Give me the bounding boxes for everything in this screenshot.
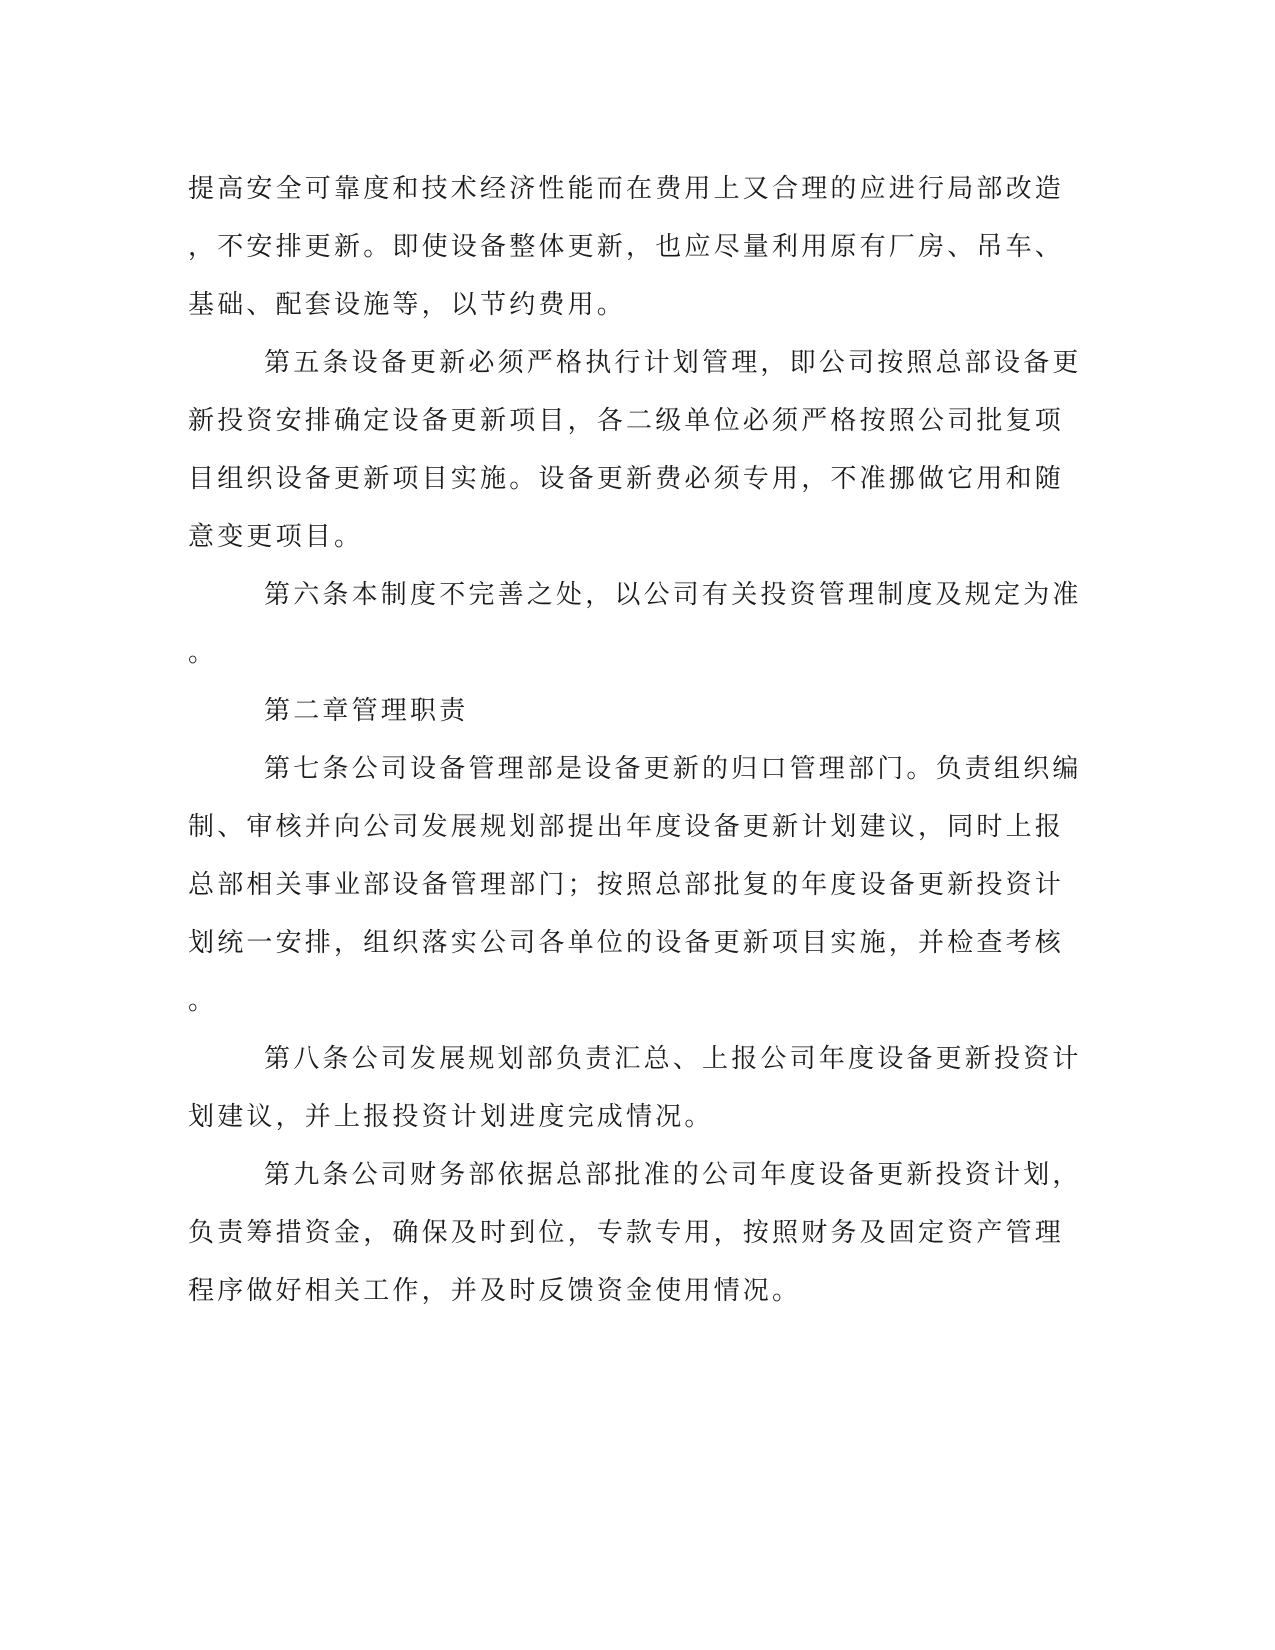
text-line: 意变更项目。 (188, 522, 364, 552)
article-9-start: 第九条公司财务部依据总部批准的公司年度设备更新投资计划， (264, 1160, 1082, 1190)
text-line: 目组织设备更新项目实施。设备更新费必须专用，不准挪做它用和随 (188, 464, 1065, 494)
text-line: 。 (188, 638, 218, 668)
chapter-heading: 第二章管理职责 (264, 696, 469, 726)
article-7-start: 第七条公司设备管理部是设备更新的归口管理部门。负责组织编 (264, 754, 1082, 784)
text-line: 新投资安排确定设备更新项目，各二级单位必须严格按照公司批复项 (188, 406, 1065, 436)
article-8-start: 第八条公司发展规划部负责汇总、上报公司年度设备更新投资计 (264, 1044, 1082, 1074)
article-6-start: 第六条本制度不完善之处，以公司有关投资管理制度及规定为准 (264, 580, 1082, 610)
text-line: ，不安排更新。即使设备整体更新，也应尽量利用原有厂房、吊车、 (188, 232, 1065, 262)
text-line: 程序做好相关工作，并及时反馈资金使用情况。 (188, 1276, 802, 1306)
text-line: 划建议，并上报投资计划进度完成情况。 (188, 1102, 714, 1132)
text-line: 划统一安排，组织落实公司各单位的设备更新项目实施，并检查考核 (188, 928, 1065, 958)
text-line: 制、审核并向公司发展规划部提出年度设备更新计划建议，同时上报 (188, 812, 1065, 842)
text-line: 负责筹措资金，确保及时到位，专款专用，按照财务及固定资产管理 (188, 1218, 1065, 1248)
text-line: 。 (188, 986, 218, 1016)
text-line: 提高安全可靠度和技术经济性能而在费用上又合理的应进行局部改造 (188, 174, 1065, 204)
document-body (188, 160, 1088, 1320)
article-5-start: 第五条设备更新必须严格执行计划管理，即公司按照总部设备更 (264, 348, 1082, 378)
text-line: 基础、配套设施等，以节约费用。 (188, 290, 627, 320)
text-line: 总部相关事业部设备管理部门；按照总部批复的年度设备更新投资计 (188, 870, 1065, 900)
